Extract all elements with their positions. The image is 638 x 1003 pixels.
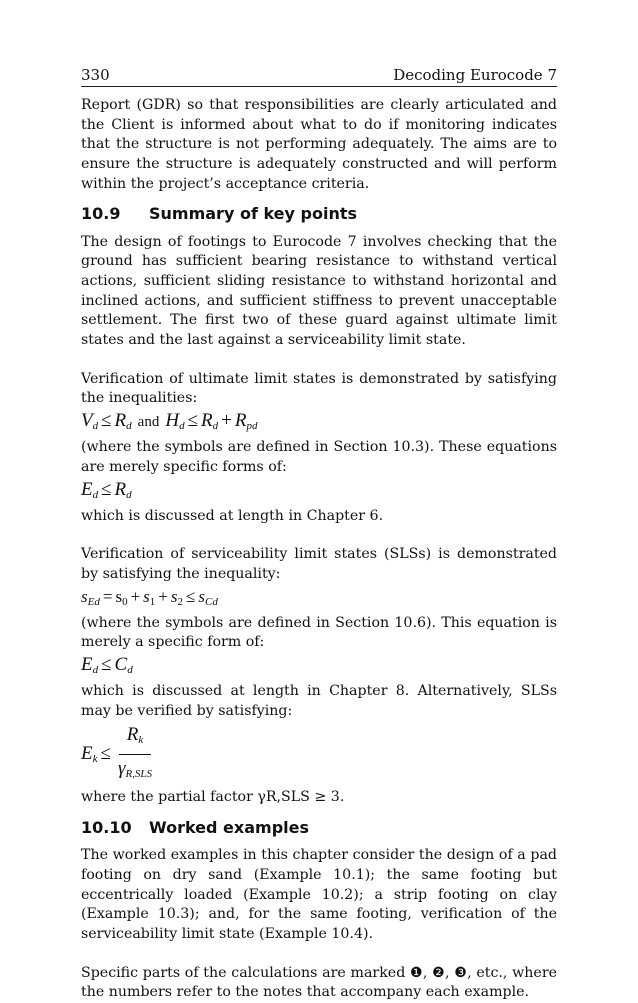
examples-paragraph-2: Specific parts of the calculations are marked ❶, ❷, ❸, etc., where the numbers refer to the notes that accompany each example. <box>81 964 557 1001</box>
summary-paragraph-3: (where the symbols are defined in Section 10.3). These equations are merely specific forms of: <box>81 439 557 475</box>
summary-paragraph-2: Verification of ultimate limit states is demonstrated by satisfying the inequalities: <box>81 370 557 407</box>
section-number: 10.9 <box>81 204 121 224</box>
general-sls-equation: $E_d \le C_d$ <box>81 654 133 677</box>
summary-paragraph-7: which is discussed at length in Chapter 8. Alternatively, SLSs may be verified by satisfying: <box>81 683 557 719</box>
summary-paragraph-1: The design of footings to Eurocode 7 involves checking that the ground has sufficient bearing resistance to withstand vertical actions, sufficient sliding resistance to withstand horizontal and inclined actions, and sufficient stiffness to prevent unacceptable settlement. The first two of these guard against ultimate limit states and the last against a serviceability limit state. <box>81 233 557 349</box>
section-heading-examples <box>81 816 557 838</box>
running-head <box>81 60 557 84</box>
summary-paragraph-5: Verification of serviceability limit states (SLSs) is demonstrated by satisfying the inequality: <box>81 546 557 582</box>
equation-and: and <box>137 414 160 431</box>
section-heading-summary <box>81 203 557 225</box>
section-title: Worked examples <box>149 817 309 837</box>
summary-paragraph-6: (where the symbols are defined in Section 10.6). This equation is merely a specific form of: <box>81 614 557 651</box>
section-title: Summary of key points <box>149 204 358 224</box>
general-uls-equation: $E_d \le R_d$ <box>81 478 132 501</box>
alternative-sls-equation: $E_k$ ≤ $\frac{R_k}{\gamma_{R,SLS}}$ <box>81 724 153 781</box>
uls-equations: $V_d \le R_d$ and $H_d \le R_d + R_{pd}$ <box>81 410 258 433</box>
book-title: Decoding Eurocode 7 <box>393 66 557 84</box>
page-number: 330 <box>81 66 110 84</box>
sls-settlement-equation: $s_{Ed} = s_0 + s_1 + s_2 \le s_{Cd}$ <box>81 586 218 608</box>
section-number: 10.10 <box>81 817 132 837</box>
summary-paragraph-8: where the partial factor γR,SLS ≥ 3. <box>81 789 345 806</box>
examples-paragraph-1: The worked examples in this chapter consider the design of a pad footing on dry sand (Example 10.1); the same footing but eccentrically loaded (Example 10.2); a strip footing on clay (Example 10.3); and, for the same footing, verification of the serviceability limit state (Example 10.4). <box>81 847 557 942</box>
header-rule <box>81 86 557 87</box>
page-body <box>81 96 557 1003</box>
intro-paragraph: Report (GDR) so that responsibilities are clearly articulated and the Client is informed about what to do if monitoring indicates that the structure is not performing adequately. The aims are to ensure the structure is adequately constructed and will perform within the project’s acceptance criteria. <box>81 97 557 192</box>
summary-paragraph-4: which is discussed at length in Chapter 6. <box>81 507 384 524</box>
